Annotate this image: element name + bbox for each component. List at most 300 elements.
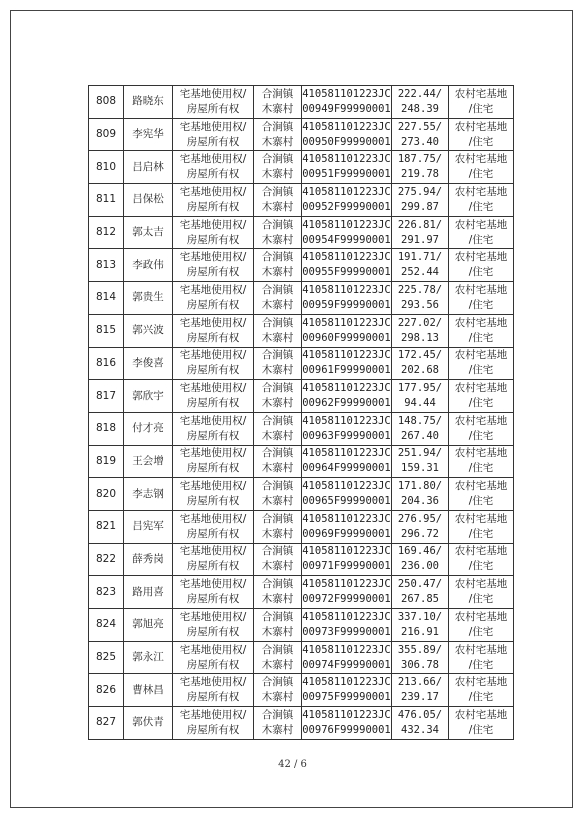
land-use-line: /住宅 <box>468 527 494 540</box>
land-use-cell <box>449 641 514 674</box>
owner-name-cell: 李宪华 <box>124 118 173 151</box>
area-line: 222.44/ <box>397 87 443 100</box>
area-line: 159.31 <box>401 462 439 475</box>
right-type-line: 房屋所有权 <box>186 364 240 377</box>
land-use-line: /住宅 <box>468 102 494 115</box>
location-line: 木寨村 <box>261 723 294 736</box>
land-use-line: 农村宅基地 <box>454 480 508 493</box>
parcel-code-cell <box>302 609 392 642</box>
record-number-cell: 820 <box>89 478 124 511</box>
location-cell <box>254 674 302 707</box>
right-type-line: 宅基地使用权/ <box>179 87 247 100</box>
location-line: 合涧镇 <box>261 382 294 395</box>
table-row <box>89 151 514 184</box>
land-use-cell <box>449 380 514 413</box>
location-line: 木寨村 <box>261 135 294 148</box>
parcel-code-line: 410581101223JC <box>302 283 391 296</box>
land-use-cell <box>449 510 514 543</box>
land-use-line: 农村宅基地 <box>454 120 508 133</box>
area-line: 171.80/ <box>397 480 443 493</box>
area-cell <box>392 380 449 413</box>
area-cell <box>392 609 449 642</box>
location-cell <box>254 86 302 119</box>
land-use-line: /住宅 <box>468 397 494 410</box>
location-line: 木寨村 <box>261 266 294 279</box>
area-cell <box>392 674 449 707</box>
right-type-cell <box>173 478 254 511</box>
parcel-code-line: 00951F99990001 <box>302 168 391 181</box>
location-line: 木寨村 <box>261 397 294 410</box>
right-type-line: 宅基地使用权/ <box>179 120 247 133</box>
location-line: 木寨村 <box>261 298 294 311</box>
right-type-cell <box>173 282 254 315</box>
parcel-code-line: 00959F99990001 <box>302 298 391 311</box>
record-number-cell: 819 <box>89 445 124 478</box>
right-type-line: 房屋所有权 <box>186 527 240 540</box>
area-line: 225.78/ <box>397 283 443 296</box>
parcel-code-line: 410581101223JC <box>302 447 391 460</box>
parcel-code-line: 00962F99990001 <box>302 397 391 410</box>
parcel-code-line: 00973F99990001 <box>302 625 391 638</box>
area-line: 275.94/ <box>397 185 443 198</box>
parcel-code-line: 00955F99990001 <box>302 266 391 279</box>
land-use-line: 农村宅基地 <box>454 676 508 689</box>
owner-name-cell: 王会增 <box>124 445 173 478</box>
location-line: 合涧镇 <box>261 316 294 329</box>
land-use-line: /住宅 <box>468 298 494 311</box>
location-line: 合涧镇 <box>261 283 294 296</box>
right-type-cell <box>173 216 254 249</box>
owner-name-cell: 郭欣宇 <box>124 380 173 413</box>
location-line: 合涧镇 <box>261 447 294 460</box>
area-line: 172.45/ <box>397 349 443 362</box>
parcel-code-line: 00960F99990001 <box>302 331 391 344</box>
land-use-line: 农村宅基地 <box>454 708 508 721</box>
area-line: 236.00 <box>401 560 439 573</box>
land-use-cell <box>449 674 514 707</box>
land-use-line: 农村宅基地 <box>454 87 508 100</box>
location-line: 合涧镇 <box>261 545 294 558</box>
right-type-line: 房屋所有权 <box>186 691 240 704</box>
land-use-line: 农村宅基地 <box>454 316 508 329</box>
record-number-cell: 812 <box>89 216 124 249</box>
table-row <box>89 86 514 119</box>
parcel-code-cell <box>302 282 392 315</box>
location-cell <box>254 314 302 347</box>
record-number-cell: 818 <box>89 412 124 445</box>
land-use-line: /住宅 <box>468 625 494 638</box>
right-type-line: 宅基地使用权/ <box>179 185 247 198</box>
record-number-cell: 811 <box>89 184 124 217</box>
parcel-code-cell <box>302 347 392 380</box>
land-use-line: 农村宅基地 <box>454 153 508 166</box>
area-line: 337.10/ <box>397 610 443 623</box>
table-row <box>89 576 514 609</box>
parcel-code-line: 00976F99990001 <box>302 723 391 736</box>
table-row <box>89 282 514 315</box>
area-line: 251.94/ <box>397 447 443 460</box>
location-cell <box>254 184 302 217</box>
parcel-code-line: 410581101223JC <box>302 676 391 689</box>
location-cell <box>254 249 302 282</box>
table-row <box>89 412 514 445</box>
parcel-code-cell <box>302 184 392 217</box>
area-line: 291.97 <box>401 233 439 246</box>
table-row <box>89 380 514 413</box>
location-line: 木寨村 <box>261 527 294 540</box>
right-type-line: 宅基地使用权/ <box>179 643 247 656</box>
parcel-code-cell <box>302 478 392 511</box>
right-type-cell <box>173 412 254 445</box>
record-number-cell: 809 <box>89 118 124 151</box>
right-type-line: 房屋所有权 <box>186 462 240 475</box>
land-use-line: 农村宅基地 <box>454 251 508 264</box>
location-cell <box>254 641 302 674</box>
land-use-line: /住宅 <box>468 593 494 606</box>
right-type-line: 宅基地使用权/ <box>179 153 247 166</box>
area-cell <box>392 510 449 543</box>
right-type-line: 房屋所有权 <box>186 658 240 671</box>
area-line: 191.71/ <box>397 251 443 264</box>
location-cell <box>254 609 302 642</box>
right-type-cell <box>173 184 254 217</box>
parcel-code-line: 00963F99990001 <box>302 429 391 442</box>
right-type-line: 房屋所有权 <box>186 266 240 279</box>
right-type-line: 房屋所有权 <box>186 135 240 148</box>
area-cell <box>392 184 449 217</box>
owner-name-cell: 郭兴波 <box>124 314 173 347</box>
location-line: 合涧镇 <box>261 349 294 362</box>
right-type-line: 宅基地使用权/ <box>179 414 247 427</box>
parcel-code-cell <box>302 118 392 151</box>
area-cell <box>392 641 449 674</box>
record-number-cell: 815 <box>89 314 124 347</box>
location-cell <box>254 445 302 478</box>
area-line: 239.17 <box>401 691 439 704</box>
location-cell <box>254 282 302 315</box>
land-use-cell <box>449 478 514 511</box>
land-use-cell <box>449 707 514 740</box>
location-cell <box>254 707 302 740</box>
parcel-code-line: 410581101223JC <box>302 480 391 493</box>
table-row <box>89 609 514 642</box>
area-cell <box>392 216 449 249</box>
parcel-code-line: 00974F99990001 <box>302 658 391 671</box>
location-cell <box>254 543 302 576</box>
parcel-code-line: 00969F99990001 <box>302 527 391 540</box>
area-cell <box>392 249 449 282</box>
area-line: 296.72 <box>401 527 439 540</box>
owner-name-cell: 郭永江 <box>124 641 173 674</box>
location-line: 木寨村 <box>261 593 294 606</box>
area-cell <box>392 86 449 119</box>
land-use-line: 农村宅基地 <box>454 349 508 362</box>
location-line: 合涧镇 <box>261 512 294 525</box>
land-use-cell <box>449 609 514 642</box>
right-type-cell <box>173 249 254 282</box>
right-type-line: 房屋所有权 <box>186 593 240 606</box>
record-number-cell: 823 <box>89 576 124 609</box>
parcel-code-cell <box>302 543 392 576</box>
right-type-line: 房屋所有权 <box>186 495 240 508</box>
parcel-code-line: 410581101223JC <box>302 120 391 133</box>
location-line: 木寨村 <box>261 625 294 638</box>
land-use-line: 农村宅基地 <box>454 414 508 427</box>
parcel-code-cell <box>302 86 392 119</box>
land-use-line: 农村宅基地 <box>454 578 508 591</box>
parcel-code-line: 410581101223JC <box>302 153 391 166</box>
land-use-line: /住宅 <box>468 135 494 148</box>
parcel-code-cell <box>302 576 392 609</box>
table-row <box>89 543 514 576</box>
record-number-cell: 816 <box>89 347 124 380</box>
parcel-code-line: 00971F99990001 <box>302 560 391 573</box>
parcel-code-cell <box>302 412 392 445</box>
location-line: 合涧镇 <box>261 610 294 623</box>
location-line: 木寨村 <box>261 691 294 704</box>
parcel-code-line: 410581101223JC <box>302 382 391 395</box>
owner-name-cell: 付才亮 <box>124 412 173 445</box>
record-number-cell: 821 <box>89 510 124 543</box>
owner-name-cell: 路用喜 <box>124 576 173 609</box>
location-cell <box>254 380 302 413</box>
land-use-line: 农村宅基地 <box>454 185 508 198</box>
right-type-line: 宅基地使用权/ <box>179 545 247 558</box>
land-use-line: 农村宅基地 <box>454 545 508 558</box>
area-line: 299.87 <box>401 200 439 213</box>
location-line: 合涧镇 <box>261 480 294 493</box>
table-row <box>89 510 514 543</box>
land-use-cell <box>449 543 514 576</box>
owner-name-cell: 李政伟 <box>124 249 173 282</box>
right-type-cell <box>173 510 254 543</box>
land-use-cell <box>449 86 514 119</box>
location-cell <box>254 478 302 511</box>
right-type-line: 房屋所有权 <box>186 723 240 736</box>
parcel-code-line: 00950F99990001 <box>302 135 391 148</box>
right-type-cell <box>173 151 254 184</box>
owner-name-cell: 郭旭亮 <box>124 609 173 642</box>
land-use-line: /住宅 <box>468 495 494 508</box>
right-type-line: 宅基地使用权/ <box>179 349 247 362</box>
location-cell <box>254 216 302 249</box>
land-use-line: 农村宅基地 <box>454 610 508 623</box>
area-cell <box>392 118 449 151</box>
land-use-line: /住宅 <box>468 462 494 475</box>
registration-table <box>88 85 514 740</box>
right-type-line: 房屋所有权 <box>186 397 240 410</box>
land-use-line: /住宅 <box>468 266 494 279</box>
owner-name-cell: 李志钢 <box>124 478 173 511</box>
land-use-cell <box>449 118 514 151</box>
right-type-line: 房屋所有权 <box>186 200 240 213</box>
owner-name-cell: 李俊喜 <box>124 347 173 380</box>
parcel-code-cell <box>302 216 392 249</box>
right-type-cell <box>173 445 254 478</box>
land-use-line: 农村宅基地 <box>454 447 508 460</box>
land-use-line: /住宅 <box>468 364 494 377</box>
area-line: 227.02/ <box>397 316 443 329</box>
right-type-line: 宅基地使用权/ <box>179 708 247 721</box>
land-use-line: /住宅 <box>468 200 494 213</box>
location-line: 合涧镇 <box>261 643 294 656</box>
location-line: 木寨村 <box>261 168 294 181</box>
location-line: 合涧镇 <box>261 185 294 198</box>
right-type-cell <box>173 609 254 642</box>
page-number: 42 / 6 <box>278 759 307 770</box>
location-line: 木寨村 <box>261 658 294 671</box>
right-type-cell <box>173 543 254 576</box>
area-line: 273.40 <box>401 135 439 148</box>
area-line: 187.75/ <box>397 153 443 166</box>
table-body <box>89 86 514 740</box>
area-line: 94.44 <box>404 397 436 410</box>
record-number-cell: 817 <box>89 380 124 413</box>
land-use-cell <box>449 249 514 282</box>
area-cell <box>392 576 449 609</box>
area-line: 267.85 <box>401 593 439 606</box>
area-line: 169.46/ <box>397 545 443 558</box>
right-type-line: 宅基地使用权/ <box>179 512 247 525</box>
record-number-cell: 827 <box>89 707 124 740</box>
record-number-cell: 808 <box>89 86 124 119</box>
right-type-line: 房屋所有权 <box>186 429 240 442</box>
record-number-cell: 825 <box>89 641 124 674</box>
parcel-code-line: 410581101223JC <box>302 87 391 100</box>
area-line: 267.40 <box>401 429 439 442</box>
parcel-code-line: 410581101223JC <box>302 251 391 264</box>
owner-name-cell: 郭贵生 <box>124 282 173 315</box>
parcel-code-cell <box>302 314 392 347</box>
area-line: 355.89/ <box>397 643 443 656</box>
parcel-code-line: 00965F99990001 <box>302 495 391 508</box>
table-row <box>89 445 514 478</box>
area-line: 226.81/ <box>397 218 443 231</box>
owner-name-cell: 吕宪军 <box>124 510 173 543</box>
land-use-line: 农村宅基地 <box>454 643 508 656</box>
area-line: 177.95/ <box>397 382 443 395</box>
area-line: 216.91 <box>401 625 439 638</box>
land-use-cell <box>449 282 514 315</box>
area-line: 476.05/ <box>397 708 443 721</box>
area-line: 250.47/ <box>397 578 443 591</box>
parcel-code-cell <box>302 510 392 543</box>
land-use-line: /住宅 <box>468 168 494 181</box>
right-type-line: 房屋所有权 <box>186 168 240 181</box>
area-cell <box>392 445 449 478</box>
owner-name-cell: 吕启林 <box>124 151 173 184</box>
area-cell <box>392 347 449 380</box>
record-number-cell: 813 <box>89 249 124 282</box>
area-line: 306.78 <box>401 658 439 671</box>
table-row <box>89 216 514 249</box>
parcel-code-cell <box>302 380 392 413</box>
owner-name-cell: 曹林昌 <box>124 674 173 707</box>
right-type-cell <box>173 707 254 740</box>
table-row <box>89 347 514 380</box>
area-line: 227.55/ <box>397 120 443 133</box>
right-type-line: 宅基地使用权/ <box>179 251 247 264</box>
parcel-code-line: 00972F99990001 <box>302 593 391 606</box>
parcel-code-line: 410581101223JC <box>302 578 391 591</box>
land-use-cell <box>449 412 514 445</box>
location-line: 合涧镇 <box>261 153 294 166</box>
table-row <box>89 184 514 217</box>
land-use-line: 农村宅基地 <box>454 218 508 231</box>
parcel-code-line: 00961F99990001 <box>302 364 391 377</box>
parcel-code-line: 410581101223JC <box>302 218 391 231</box>
location-line: 木寨村 <box>261 200 294 213</box>
location-cell <box>254 118 302 151</box>
right-type-line: 房屋所有权 <box>186 625 240 638</box>
right-type-line: 宅基地使用权/ <box>179 610 247 623</box>
table-row <box>89 674 514 707</box>
location-line: 合涧镇 <box>261 676 294 689</box>
parcel-code-line: 00949F99990001 <box>302 102 391 115</box>
parcel-code-line: 410581101223JC <box>302 610 391 623</box>
parcel-code-line: 410581101223JC <box>302 643 391 656</box>
parcel-code-line: 00954F99990001 <box>302 233 391 246</box>
location-line: 合涧镇 <box>261 251 294 264</box>
area-cell <box>392 412 449 445</box>
land-use-line: 农村宅基地 <box>454 512 508 525</box>
location-line: 木寨村 <box>261 429 294 442</box>
location-cell <box>254 412 302 445</box>
location-line: 木寨村 <box>261 560 294 573</box>
right-type-line: 房屋所有权 <box>186 331 240 344</box>
location-line: 合涧镇 <box>261 708 294 721</box>
land-use-line: /住宅 <box>468 560 494 573</box>
location-line: 木寨村 <box>261 102 294 115</box>
right-type-cell <box>173 86 254 119</box>
area-line: 276.95/ <box>397 512 443 525</box>
record-number-cell: 810 <box>89 151 124 184</box>
area-cell <box>392 478 449 511</box>
record-number-cell: 824 <box>89 609 124 642</box>
parcel-code-cell <box>302 707 392 740</box>
right-type-cell <box>173 576 254 609</box>
land-use-line: /住宅 <box>468 429 494 442</box>
land-use-line: /住宅 <box>468 658 494 671</box>
land-use-cell <box>449 314 514 347</box>
right-type-line: 宅基地使用权/ <box>179 676 247 689</box>
land-use-line: /住宅 <box>468 691 494 704</box>
right-type-line: 房屋所有权 <box>186 233 240 246</box>
right-type-line: 房屋所有权 <box>186 298 240 311</box>
parcel-code-line: 410581101223JC <box>302 185 391 198</box>
right-type-line: 宅基地使用权/ <box>179 218 247 231</box>
parcel-code-line: 410581101223JC <box>302 349 391 362</box>
owner-name-cell: 吕保松 <box>124 184 173 217</box>
right-type-cell <box>173 674 254 707</box>
parcel-code-line: 00964F99990001 <box>302 462 391 475</box>
record-number-cell: 814 <box>89 282 124 315</box>
area-line: 298.13 <box>401 331 439 344</box>
land-use-line: 农村宅基地 <box>454 382 508 395</box>
right-type-line: 宅基地使用权/ <box>179 382 247 395</box>
area-cell <box>392 543 449 576</box>
record-number-cell: 822 <box>89 543 124 576</box>
right-type-line: 房屋所有权 <box>186 560 240 573</box>
location-line: 合涧镇 <box>261 120 294 133</box>
land-use-cell <box>449 216 514 249</box>
land-use-cell <box>449 151 514 184</box>
parcel-code-cell <box>302 674 392 707</box>
right-type-line: 宅基地使用权/ <box>179 283 247 296</box>
area-line: 148.75/ <box>397 414 443 427</box>
land-use-line: /住宅 <box>468 331 494 344</box>
area-line: 202.68 <box>401 364 439 377</box>
